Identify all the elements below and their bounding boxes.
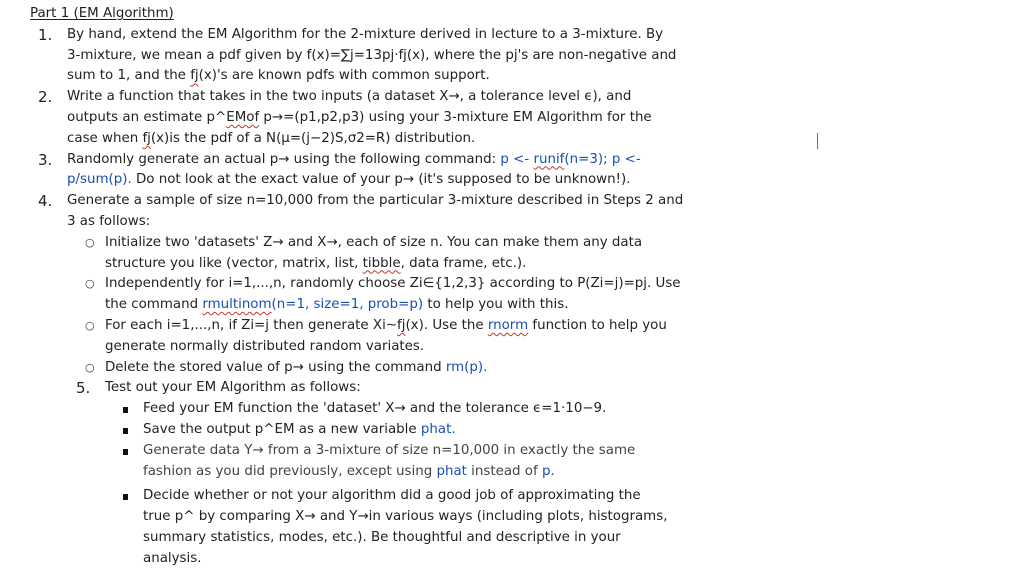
square-bullet-icon: [123, 407, 128, 413]
bullet-item: Save the output p^EM as a new variable phat.: [30, 420, 710, 441]
sub-item: ○ Initialize two 'datasets' Z→ and X→, each of size n. You can make them any data structure you like (vector, matrix, list, tibble, data frame, etc.).: [85, 234, 643, 271]
section-title: Part 1 (EM Algorithm): [30, 6, 174, 21]
list-item-1: 1. By hand, extend the EM Algorithm for the 2-mixture derived in lecture to a 3-mixture. By 3-mixture, we mean a pdf given by f(x)=∑j=13pj·fj(x), where the pj's are non-negative and sum to 1, and the fj(x)'s are known pdfs with common support.: [38, 25, 677, 84]
item-number: 1.: [38, 25, 53, 44]
circle-bullet-icon: ○: [85, 318, 95, 332]
bullet-item: Decide whether or not your algorithm did a good job of approximating the true p^ by comparing X→ and Y→in various ways (including plots, histograms, summary statistics, modes, etc.). Be thoughtful and descriptive in your analysis.: [30, 486, 710, 569]
square-bullet-icon: [123, 428, 128, 434]
list-item-3: 3. Randomly generate an actual p→ using the following command: p <- runif(n=3); p <- p/sum(p). Do not look at the exact value of your p→ (it's supposed to be unknown!).: [38, 150, 641, 188]
sub-item: ○ For each i=1,...,n, if Zi=j then generate Xi∼fj(x). Use the rnorm function to help you generate normally distributed random variates.: [85, 317, 667, 354]
item-number: 2.: [38, 88, 53, 107]
list-item-2: 2. Write a function that takes in the two inputs (a dataset X→, a tolerance level ϵ), and outputs an estimate p^EMof p→=(p1,p2,p3) using your 3-mixture EM Algorithm for the case when fj(x)is the pdf of a N(μ=(j−2)S,σ2=R) distribution.: [38, 88, 652, 146]
circle-bullet-icon: ○: [85, 360, 95, 374]
square-bullet-icon: [123, 449, 128, 455]
list-item-5: 5. Test out your EM Algorithm as follows:: [76, 379, 361, 398]
list-item-4: 4. Generate a sample of size n=10,000 from the particular 3-mixture described in Steps 2 and 3 as follows:: [38, 192, 684, 229]
square-bullet-icon: [123, 494, 128, 500]
item-number: 4.: [38, 192, 53, 211]
bullet-item: Generate data Y→ from a 3-mixture of size n=10,000 in exactly the same fashion as you did previously, except using phat instead of p.: [30, 441, 710, 483]
circle-bullet-icon: ○: [85, 277, 95, 291]
sub-item: ○ Delete the stored value of p→ using the command rm(p).: [30, 358, 710, 379]
item-number: 5.: [76, 379, 91, 398]
circle-bullet-icon: ○: [85, 235, 95, 249]
bullet-item: Feed your EM function the 'dataset' X→ and the tolerance ϵ=1·10−9.: [30, 399, 710, 420]
sub-item: ○ Independently for i=1,...,n, randomly choose Zi∈{1,2,3} according to P(Zi=j)=pj. Use the command rmultinom(n=1, size=1, prob=p) to help you with this.: [85, 276, 681, 313]
item-number: 3.: [38, 150, 53, 169]
document-body: [30, 4, 710, 570]
text-cursor: [817, 133, 818, 149]
